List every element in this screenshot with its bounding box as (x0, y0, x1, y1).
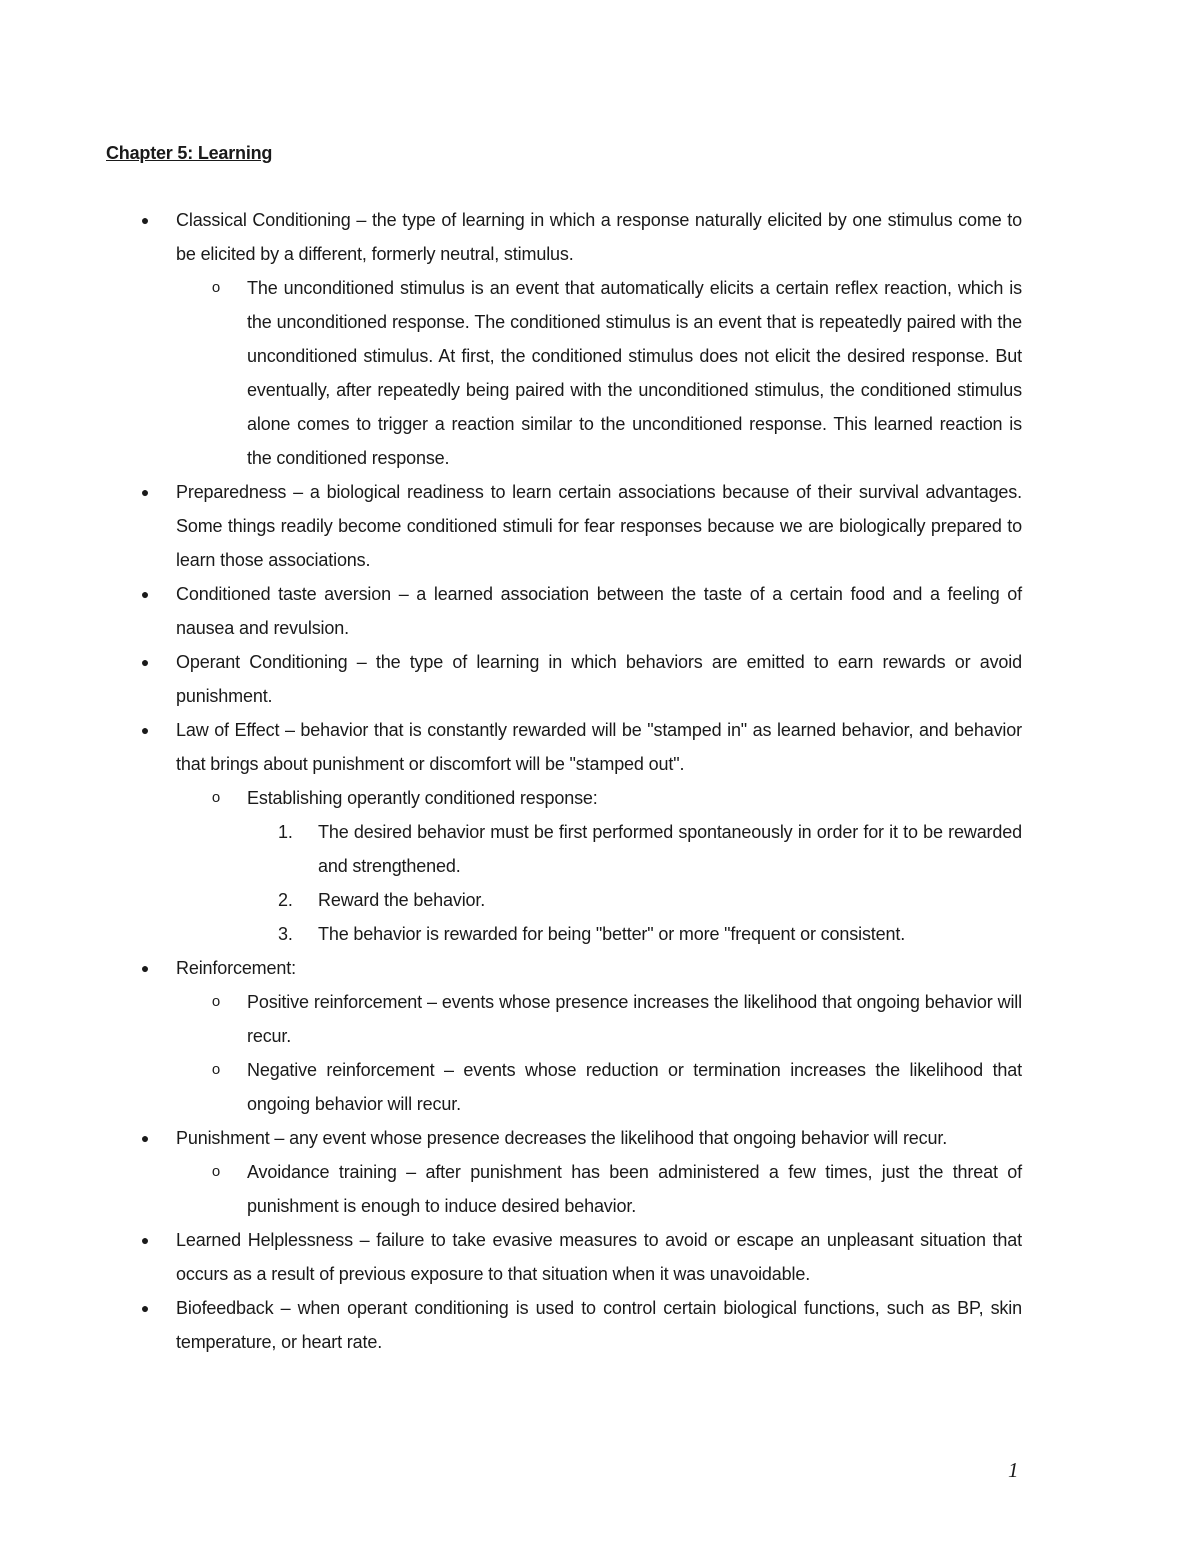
sub-item-positive-reinforcement (211, 985, 1022, 1053)
item-text: Reward the behavior. (318, 890, 486, 910)
item-text: Operant Conditioning – the type of learning in which behaviors are emitted to earn rewards or avoid punishment. (176, 652, 1022, 706)
item-text: Avoidance training – after punishment has been administered a few times, just the threat of punishment is enough to induce desired behavior. (247, 1162, 1022, 1216)
bullet-icon: ● (140, 722, 150, 738)
list-item-learned-helplessness (140, 1223, 1022, 1291)
circle-bullet-icon: o (211, 1061, 221, 1078)
page-number: 1 (1008, 1458, 1019, 1482)
item-text: Classical Conditioning – the type of learning in which a response naturally elicited by one stimulus come to be elicited by a different, formerly neutral, stimulus. (176, 210, 1022, 264)
item-text: Biofeedback – when operant conditioning is used to control certain biological functions, such as BP, skin temperature, or heart rate. (176, 1298, 1022, 1352)
circle-bullet-icon: o (211, 1163, 221, 1180)
list-item-biofeedback (140, 1291, 1022, 1359)
item-text: Negative reinforcement – events whose reduction or termination increases the likelihood that ongoing behavior will recur. (247, 1060, 1022, 1114)
sub-item-negative-reinforcement (211, 1053, 1022, 1121)
item-text: Law of Effect – behavior that is constantly rewarded will be "stamped in" as learned behavior, and behavior that brings about punishment or discomfort will be "stamped out". (176, 720, 1022, 774)
list-item-preparedness (140, 475, 1022, 577)
item-text: Reinforcement: (176, 958, 296, 978)
item-text: Conditioned taste aversion – a learned association between the taste of a certain food and a feeling of nausea and revulsion. (176, 584, 1022, 638)
item-text: The behavior is rewarded for being "better" or more "frequent or consistent. (318, 924, 906, 944)
circle-bullet-icon: o (211, 993, 221, 1010)
bullet-icon: ● (140, 212, 150, 228)
bullet-icon: ● (140, 960, 150, 976)
item-text: The unconditioned stimulus is an event that automatically elicits a certain reflex reaction, which is the unconditioned response. The conditioned stimulus is an event that is repeatedly paired with the unconditioned stimulus. At first, the conditioned stimulus does not elicit the desired response. But eventually, after repeatedly being paired with the unconditioned stimulus, the conditioned stimulus alone comes to trigger a reaction similar to the unconditioned response. This learned reaction is the conditioned response. (247, 278, 1022, 468)
list-item-taste-aversion (140, 577, 1022, 645)
bullet-icon: ● (140, 1300, 150, 1316)
sub-item-avoidance-training (211, 1155, 1022, 1223)
numbered-step-3 (278, 917, 1022, 951)
list-item-reinforcement (140, 951, 1022, 985)
step-number: 3. (278, 924, 293, 944)
bullet-icon: ● (140, 484, 150, 500)
notes-list (0, 203, 1200, 1359)
chapter-title: Chapter 5: Learning (106, 143, 273, 163)
item-text: The desired behavior must be first performed spontaneously in order for it to be rewarded and strengthened. (318, 822, 1022, 876)
item-text: Punishment – any event whose presence decreases the likelihood that ongoing behavior will recur. (176, 1128, 948, 1148)
list-item-classical-conditioning (140, 203, 1022, 271)
sub-item-unconditioned-stimulus (211, 271, 1022, 475)
numbered-step-2 (278, 883, 1022, 917)
list-item-law-of-effect (140, 713, 1022, 781)
bullet-icon: ● (140, 654, 150, 670)
bullet-icon: ● (140, 1232, 150, 1248)
list-item-punishment (140, 1121, 1022, 1155)
step-number: 2. (278, 890, 293, 910)
item-text: Positive reinforcement – events whose presence increases the likelihood that ongoing behavior will recur. (247, 992, 1022, 1046)
numbered-step-1 (278, 815, 1022, 883)
item-text: Establishing operantly conditioned response: (247, 788, 598, 808)
bullet-icon: ● (140, 586, 150, 602)
circle-bullet-icon: o (211, 789, 221, 806)
sub-item-establishing (211, 781, 1022, 815)
item-text: Preparedness – a biological readiness to learn certain associations because of their survival advantages. Some things readily become conditioned stimuli for fear responses because we are biologically prepared to learn those associations. (176, 482, 1022, 570)
list-item-operant-conditioning (140, 645, 1022, 713)
item-text: Learned Helplessness – failure to take evasive measures to avoid or escape an unpleasant situation that occurs as a result of previous exposure to that situation when it was unavoidable. (176, 1230, 1022, 1284)
circle-bullet-icon: o (211, 279, 221, 296)
bullet-icon: ● (140, 1130, 150, 1146)
step-number: 1. (278, 822, 293, 842)
